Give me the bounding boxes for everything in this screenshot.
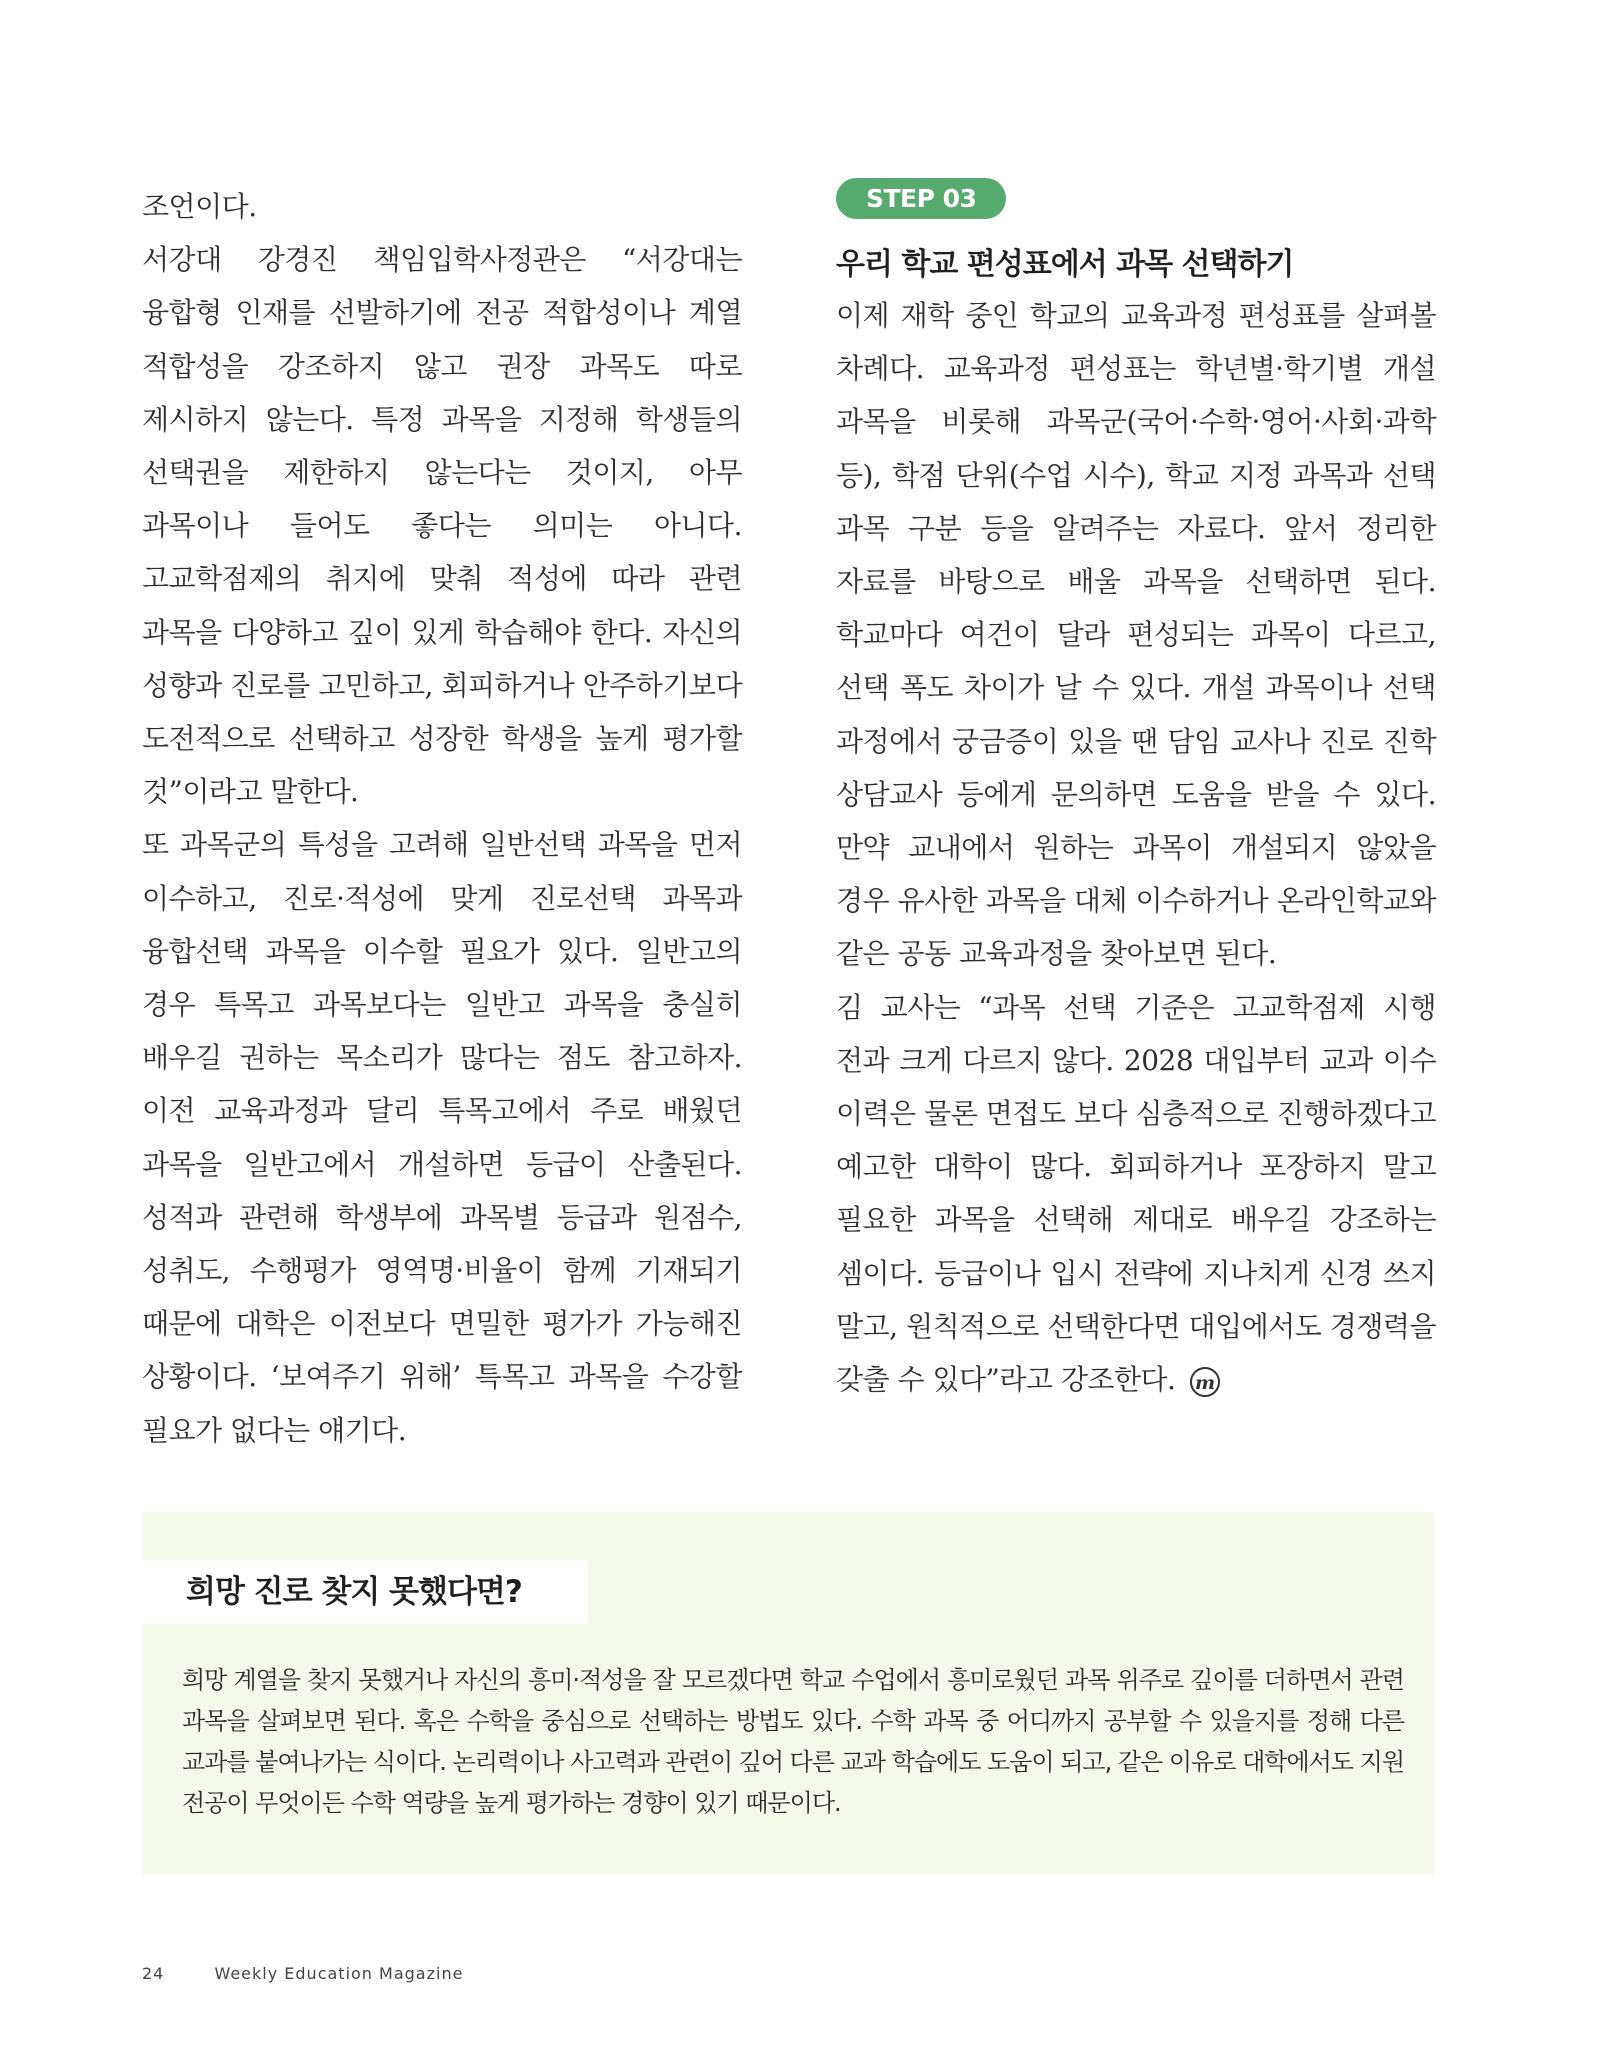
- sidebar-body: [182, 1660, 1404, 1824]
- step-badge: STEP 03: [836, 178, 1006, 219]
- section-title: 우리 학교 편성표에서 과목 선택하기: [836, 247, 1294, 282]
- publication-name: Weekly Education Magazine: [214, 1964, 464, 1983]
- sidebar-title: 희망 진로 찾지 못했다면?: [186, 1574, 522, 1610]
- page-number: 24: [142, 1964, 165, 1983]
- sidebar-paragraph: 희망 계열을 찾지 못했거나 자신의 흥미·적성을 잘 모르겠다면 학교 수업에서 흥미로웠던 과목 위주로 깊이를 더하면서 관련 과목을 살펴보면 된다. 혹은 수학을 중심으로 선택하는 방법도 있다. 수학 과목 중 어디까지 공부할 수 있을지를 정해 다른 교과를 붙여나가는 식이다. 논리력이나 사고력과 관련이 깊어 다른 교과 학습에도 도움이 되고, 같은 이유로 대학에서도 지원 전공이 무엇이든 수학 역량을 높게 평가하는 경향이 있기 때문이다.: [182, 1666, 1404, 1817]
- magazine-end-mark-icon: m: [1190, 1367, 1220, 1397]
- sidebar-box: [142, 1512, 1434, 1874]
- last-paragraph-text: 김 교사는 “과목 선택 기준은 고교학점제 시행 전과 크게 다르지 않다. 2028 대입부터 교과 이수 이력은 물론 면접도 보다 심층적으로 진행하겠다고 예고한 대학이 많다. 회피하거나 포장하지 말고 필요한 과목을 선택해 제대로 배우길 강조하는 셈이다. 등급이나 입시 전략에 지나치게 신경 쓰지 말고, 원칙적으로 선택한다면 대입에서도 경쟁력을 갖출 수 있다”라고 강조한다.: [836, 990, 1436, 1397]
- body-paragraph: 또 과목군의 특성을 고려해 일반선택 과목을 먼저 이수하고, 진로·적성에 맞게 진로선택 과목과 융합선택 과목을 이수할 필요가 있다. 일반고의 경우 특목고 과목보다는 일반고 과목을 충실히 배우길 권하는 목소리가 많다는 점도 참고하자. 이전 교육과정과 달리 특목고에서 주로 배웠던 과목을 일반고에서 개설하면 등급이 산출된다. 성적과 관련해 학생부에 과목별 등급과 원점수, 성취도, 수행평가 영역명·비율이 함께 기재되기 때문에 대학은 이전보다 면밀한 평가가 가능해진 상황이다. ‘보여주기 위해’ 특목고 과목을 수강할 필요가 없다는 얘기다.: [142, 828, 742, 1447]
- sidebar-title-tab: [142, 1560, 588, 1624]
- body-paragraph: 조언이다.: [142, 190, 257, 223]
- right-column: [836, 178, 1436, 1406]
- left-column: [142, 180, 742, 1457]
- body-paragraph-last: [836, 981, 1436, 1407]
- body-paragraph: 이제 재학 중인 학교의 교육과정 편성표를 살펴볼 차례다. 교육과정 편성표는 학년별·학기별 개설 과목을 비롯해 과목군(국어·수학·영어·사회·과학 등), 학점 단위(수업 시수), 학교 지정 과목과 선택 과목 구분 등을 알려주는 자료다. 앞서 정리한 자료를 바탕으로 배울 과목을 선택하면 된다. 학교마다 여건이 달라 편성되는 과목이 다르고, 선택 폭도 차이가 날 수 있다. 개설 과목이나 선택 과정에서 궁금증이 있을 땐 담임 교사나 진로 진학 상담교사 등에게 문의하면 도움을 받을 수 있다. 만약 교내에서 원하는 과목이 개설되지 않았을 경우 유사한 과목을 대체 이수하거나 온라인학교와 같은 공동 교육과정을 찾아보면 된다.: [836, 299, 1436, 971]
- body-paragraph: 서강대 강경진 책임입학사정관은 “서강대는 융합형 인재를 선발하기에 전공 적합성이나 계열 적합성을 강조하지 않고 권장 과목도 따로 제시하지 않는다. 특정 과목을 지정해 학생들의 선택권을 제한하지 않는다는 것이지, 아무 과목이나 들어도 좋다는 의미는 아니다. 고교학점제의 취지에 맞춰 적성에 따라 관련 과목을 다양하고 깊이 있게 학습해야 한다. 자신의 성향과 진로를 고민하고, 회피하거나 안주하기보다 도전적으로 선택하고 성장한 학생을 높게 평가할 것”이라고 말한다.: [142, 243, 742, 809]
- page-footer: [142, 1964, 463, 1983]
